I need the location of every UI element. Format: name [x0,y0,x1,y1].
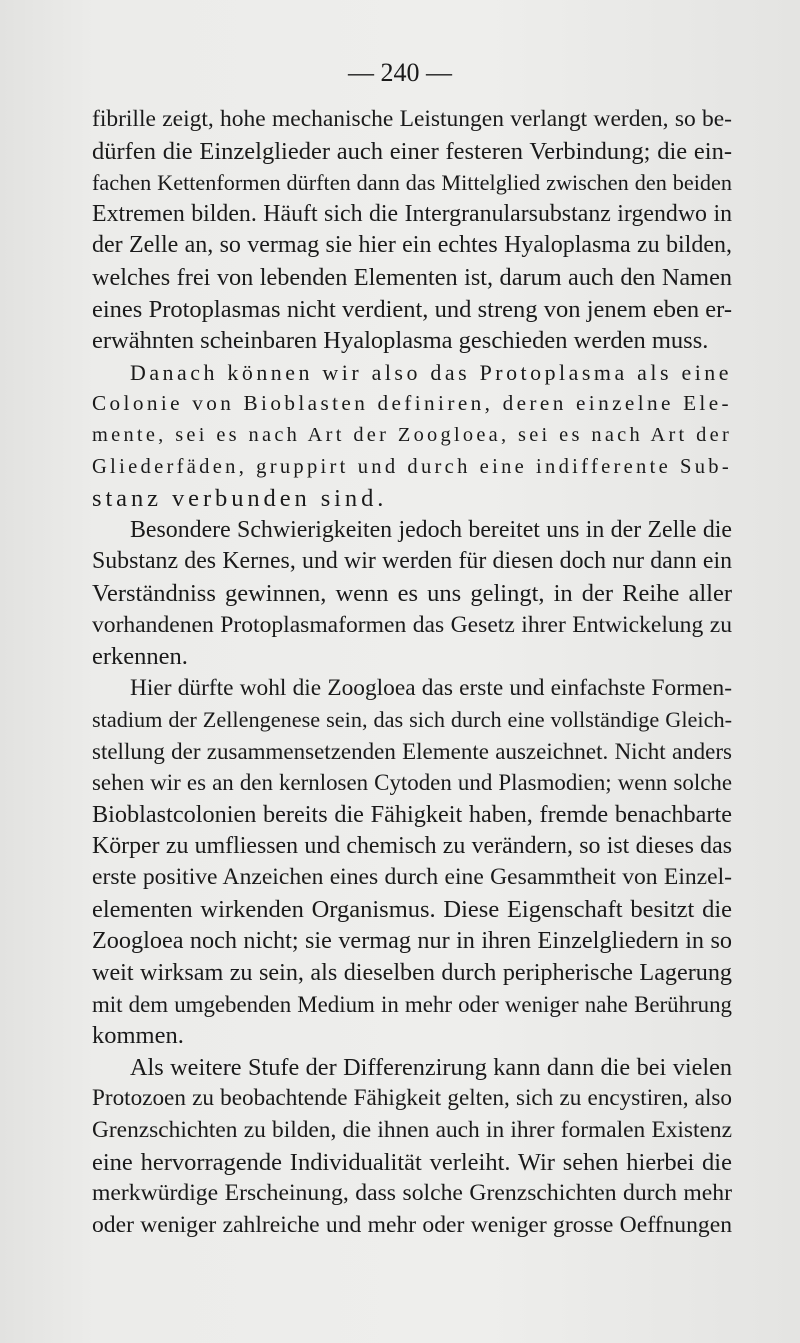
text-line: Danach können wir also das Protoplasma als eine [130,359,732,385]
page-number: — 240 — [348,58,452,87]
text-line: Verständniss gewinnen, wenn es uns gelingt, in der Reihe aller [92,579,732,607]
text-line: oder weniger zahlreiche und mehr oder weniger grosse Oeffnungen [92,1211,732,1238]
text-line: eine hervorragende Individualität verleiht. Wir sehen hierbei die [92,1148,732,1176]
text-line: fibrille zeigt, hohe mechanische Leistungen verlangt werden, so be- [92,106,732,132]
text-line: erkennen. [92,643,188,671]
text-line: Bioblastcolonien bereits die Fähigkeit haben, fremde benachbarte [92,801,732,829]
text-line: Substanz des Kernes, und wir werden für diesen doch nur dann ein [92,548,732,575]
text-line: stellung der zusammensetzenden Elemente auszeichnet. Nicht anders [92,738,732,764]
text-line: stadium der Zellengenese sein, das sich durch eine vollständige Gleich- [92,707,732,733]
text-line: dürfen die Einzelglieder auch einer festeren Verbindung; die ein- [92,137,732,165]
text-line: Grenzschichten zu bilden, die ihnen auch in ihrer formalen Existenz [92,1117,732,1143]
text-line: erwähnten scheinbaren Hyaloplasma geschieden werden muss. [92,327,709,355]
text-line: Zoogloea noch nicht; sie vermag nur in ihren Einzelgliedern in so [92,927,732,955]
text-line: Körper zu umfliessen und chemisch zu verändern, so ist dieses das [92,832,732,859]
text-line: merkwürdige Erscheinung, dass solche Grenzschichten durch mehr [92,1180,732,1207]
text-line: weit wirksam zu sein, als dieselben durch peripherische Lagerung [92,959,732,987]
body-text [92,104,732,1241]
text-line: mit dem umgebenden Medium in mehr oder weniger nahe Berührung [92,991,732,1017]
text-line: Colonie von Bioblasten definiren, deren einzelne Ele- [92,391,732,416]
text-line: mente, sei es nach Art der Zoogloea, sei es nach Art der [92,423,732,446]
text-line: sehen wir es an den kernlosen Cytoden und Plasmodien; wenn solche [92,770,732,796]
text-line: der Zelle an, so vermag sie hier ein echtes Hyaloplasma zu bilden, [92,232,732,259]
text-line: erste positive Anzeichen eines durch eine Gesammtheit von Einzel- [92,864,732,891]
text-line: Hier dürfte wohl die Zoogloea das erste und einfachste Formen- [130,674,732,701]
text-line: Besondere Schwierigkeiten jedoch bereitet uns in der Zelle die [130,516,732,543]
text-line: Protozoen zu beobachtende Fähigkeit gelten, sich zu encystiren, also [92,1085,732,1112]
text-line: Extremen bilden. Häuft sich die Intergranularsubstanz irgendwo in [92,200,732,227]
text-line: vorhandenen Protoplasmaformen das Gesetz ihrer Entwickelung zu [92,611,732,638]
text-line: stanz verbunden sind. [92,485,388,513]
text-line: elementen wirkenden Organismus. Diese Eigenschaft besitzt die [92,895,732,923]
text-line: kommen. [92,1022,184,1050]
text-line: fachen Kettenformen dürften dann das Mittelglied zwischen den beiden [92,170,732,196]
text-line: Gliederfäden, gruppirt und durch eine indifferente Sub- [92,455,732,478]
text-line: Als weitere Stufe der Differenzirung kann dann die bei vielen [130,1053,732,1081]
text-line: welches frei von lebenden Elementen ist, darum auch den Namen [92,263,732,291]
text-line: eines Protoplasmas nicht verdient, und streng von jenem eben er- [92,295,732,323]
